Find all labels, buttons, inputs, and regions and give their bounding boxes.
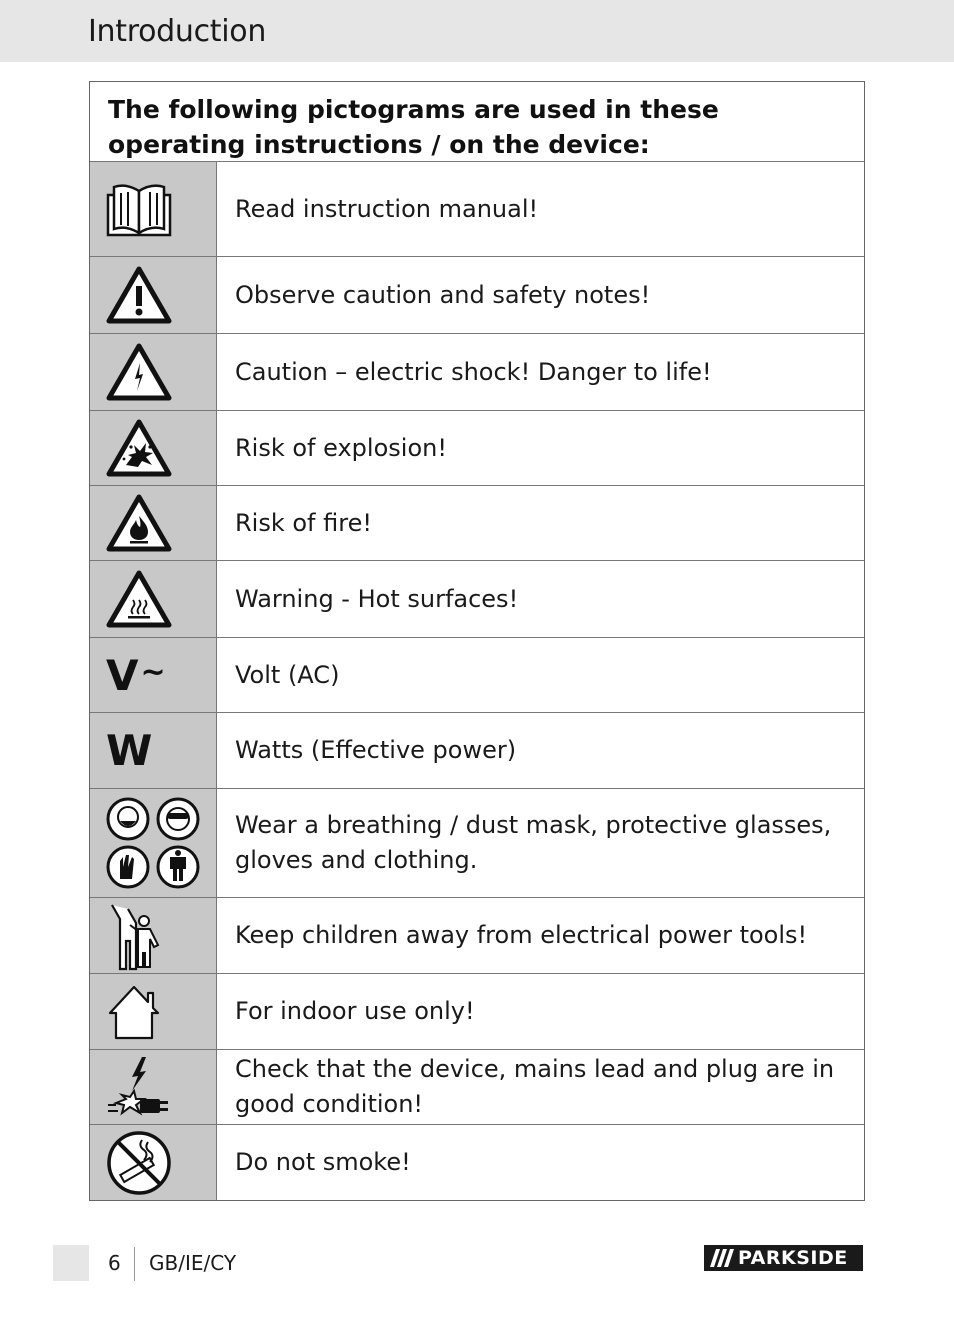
- page-title: Introduction: [88, 14, 267, 49]
- row-text: Do not smoke!: [235, 1148, 411, 1176]
- brand-name: PARKSIDE: [738, 1247, 848, 1269]
- row-text: Keep children away from electrical power tools!: [235, 921, 808, 949]
- row-text: Risk of explosion!: [235, 433, 447, 462]
- icon-cell: [90, 334, 217, 410]
- house-icon: [106, 983, 162, 1041]
- table-row: [90, 1050, 864, 1125]
- table-row: [90, 638, 864, 713]
- ppe-icons: [106, 795, 202, 891]
- dust-mask-icon: [108, 799, 148, 839]
- book-icon: [106, 181, 172, 237]
- table-heading: [90, 82, 864, 162]
- table-row: [90, 486, 864, 561]
- watt-symbol: W: [106, 726, 153, 775]
- brand-logo: [704, 1245, 863, 1271]
- table-row: [90, 1125, 864, 1200]
- hot-surface-icon: [106, 570, 172, 628]
- row-text: Read instruction manual!: [235, 194, 539, 223]
- goggles-icon: [158, 799, 198, 839]
- damaged-plug-icon: [106, 1055, 172, 1119]
- icon-cell: [90, 1050, 217, 1124]
- fire-icon: [106, 494, 172, 552]
- row-text: Risk of fire!: [235, 508, 372, 537]
- icon-cell: [90, 898, 217, 973]
- icon-cell: [90, 974, 217, 1049]
- table-row: [90, 162, 864, 257]
- row-text: For indoor use only!: [235, 997, 475, 1025]
- gloves-icon: [108, 847, 148, 887]
- electric-shock-icon: [106, 343, 172, 401]
- footer-divider: [134, 1247, 135, 1281]
- table-row: [90, 257, 864, 334]
- icon-cell: [90, 486, 217, 560]
- explosion-icon: [106, 419, 172, 477]
- children-away-icon: [106, 901, 166, 971]
- table-row: [90, 898, 864, 974]
- row-text: Caution – electric shock! Danger to life!: [235, 357, 712, 386]
- region-code: GB/IE/CY: [149, 1251, 237, 1275]
- no-smoking-icon: [106, 1130, 172, 1196]
- icon-cell: [90, 789, 217, 897]
- table-row: [90, 411, 864, 486]
- row-text: Observe caution and safety notes!: [235, 280, 651, 309]
- protective-clothing-icon: [158, 847, 198, 887]
- table-heading-text: The following pictograms are used in these operating instructions / on the device:: [108, 95, 719, 159]
- icon-cell: [90, 162, 217, 256]
- table-row: [90, 974, 864, 1050]
- icon-cell: [90, 411, 217, 485]
- row-text: Watts (Effective power): [235, 736, 517, 764]
- warning-exclamation-icon: [106, 266, 172, 324]
- brand-stripes-icon: [704, 1245, 736, 1271]
- icon-cell: [90, 713, 217, 788]
- table-row: [90, 789, 864, 898]
- footer-marker: [53, 1245, 89, 1281]
- row-text: Warning - Hot surfaces!: [235, 584, 519, 613]
- row-text: Volt (AC): [235, 660, 340, 689]
- table-row: [90, 713, 864, 789]
- icon-cell: [90, 1125, 217, 1200]
- page-number: 6: [108, 1251, 121, 1275]
- pictogram-table: [89, 81, 865, 1201]
- table-row: [90, 561, 864, 638]
- icon-cell: [90, 257, 217, 333]
- icon-cell: [90, 638, 217, 712]
- icon-cell: [90, 561, 217, 637]
- table-row: [90, 334, 864, 411]
- row-text: Wear a breathing / dust mask, protective glasses, gloves and clothing.: [235, 811, 832, 874]
- volt-ac-symbol: V ~: [106, 650, 165, 700]
- row-text: Check that the device, mains lead and plug are in good condition!: [235, 1055, 835, 1118]
